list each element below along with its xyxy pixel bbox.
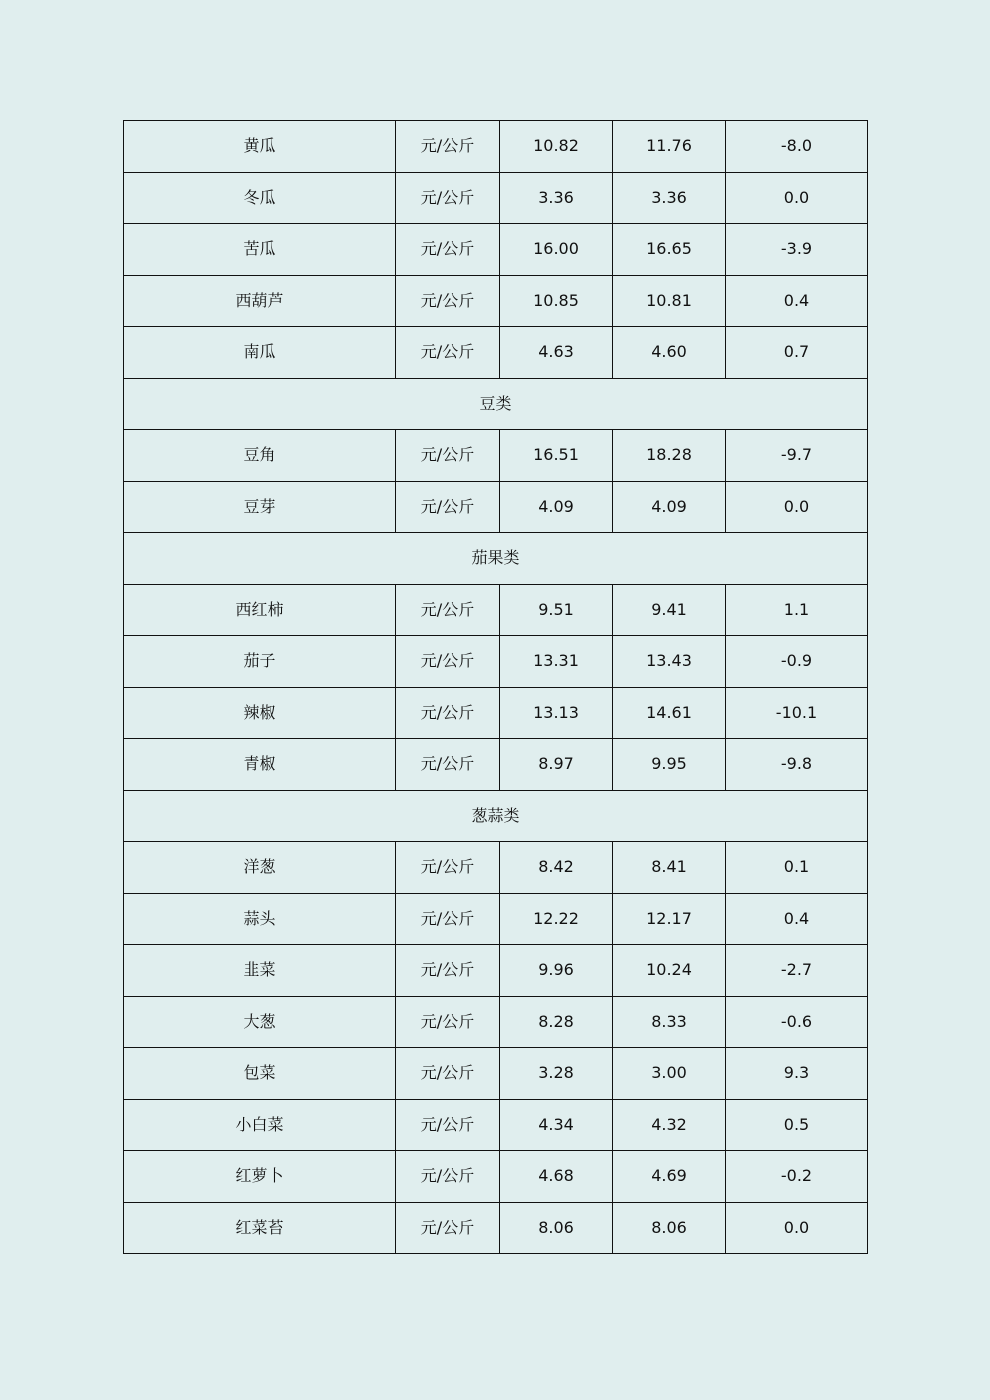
current-price-cell: 8.28 [500,996,613,1048]
table-row [124,121,868,173]
change-percent-cell: 1.1 [726,584,868,636]
previous-price-cell: 8.41 [613,842,726,894]
item-name-cell: 青椒 [124,739,396,791]
unit-cell: 元/公斤 [396,687,500,739]
table-row [124,275,868,327]
change-percent-cell: 0.1 [726,842,868,894]
current-price-cell: 4.34 [500,1099,613,1151]
table-row [124,636,868,688]
current-price-cell: 4.68 [500,1151,613,1203]
item-name-cell: 包菜 [124,1048,396,1100]
change-percent-cell: -0.6 [726,996,868,1048]
unit-cell: 元/公斤 [396,1151,500,1203]
unit-cell: 元/公斤 [396,636,500,688]
change-percent-cell: -0.2 [726,1151,868,1203]
current-price-cell: 13.13 [500,687,613,739]
change-percent-cell: -9.7 [726,430,868,482]
current-price-cell: 10.82 [500,121,613,173]
table-row [124,945,868,997]
table-row [124,842,868,894]
change-percent-cell: -8.0 [726,121,868,173]
change-percent-cell: 0.7 [726,327,868,379]
current-price-cell: 9.51 [500,584,613,636]
current-price-cell: 8.97 [500,739,613,791]
table-row [124,1151,868,1203]
change-percent-cell: -3.9 [726,224,868,276]
change-percent-cell: 0.5 [726,1099,868,1151]
item-name-cell: 蒜头 [124,893,396,945]
change-percent-cell: 9.3 [726,1048,868,1100]
table-row [124,481,868,533]
table-row [124,327,868,379]
item-name-cell: 韭菜 [124,945,396,997]
table-row [124,1202,868,1254]
table-row [124,739,868,791]
unit-cell: 元/公斤 [396,1099,500,1151]
current-price-cell: 8.42 [500,842,613,894]
previous-price-cell: 14.61 [613,687,726,739]
table-row [124,996,868,1048]
item-name-cell: 洋葱 [124,842,396,894]
previous-price-cell: 9.95 [613,739,726,791]
table-row [124,584,868,636]
previous-price-cell: 16.65 [613,224,726,276]
change-percent-cell: -0.9 [726,636,868,688]
change-percent-cell: -10.1 [726,687,868,739]
previous-price-cell: 12.17 [613,893,726,945]
current-price-cell: 3.36 [500,172,613,224]
item-name-cell: 茄子 [124,636,396,688]
unit-cell: 元/公斤 [396,1202,500,1254]
current-price-cell: 10.85 [500,275,613,327]
change-percent-cell: 0.4 [726,275,868,327]
current-price-cell: 4.63 [500,327,613,379]
table-row [124,893,868,945]
current-price-cell: 13.31 [500,636,613,688]
unit-cell: 元/公斤 [396,224,500,276]
previous-price-cell: 10.81 [613,275,726,327]
change-percent-cell: -2.7 [726,945,868,997]
previous-price-cell: 4.32 [613,1099,726,1151]
change-percent-cell: 0.0 [726,1202,868,1254]
category-row [124,533,868,585]
table-row [124,687,868,739]
current-price-cell: 12.22 [500,893,613,945]
current-price-cell: 16.51 [500,430,613,482]
unit-cell: 元/公斤 [396,996,500,1048]
previous-price-cell: 4.60 [613,327,726,379]
current-price-cell: 3.28 [500,1048,613,1100]
previous-price-cell: 4.09 [613,481,726,533]
vegetable-price-table [123,120,868,1254]
item-name-cell: 苦瓜 [124,224,396,276]
unit-cell: 元/公斤 [396,172,500,224]
item-name-cell: 小白菜 [124,1099,396,1151]
category-row [124,378,868,430]
table-row [124,1099,868,1151]
unit-cell: 元/公斤 [396,275,500,327]
category-row [124,790,868,842]
table-row [124,430,868,482]
current-price-cell: 8.06 [500,1202,613,1254]
item-name-cell: 南瓜 [124,327,396,379]
previous-price-cell: 4.69 [613,1151,726,1203]
item-name-cell: 豆芽 [124,481,396,533]
item-name-cell: 冬瓜 [124,172,396,224]
previous-price-cell: 3.36 [613,172,726,224]
previous-price-cell: 3.00 [613,1048,726,1100]
table-row [124,172,868,224]
change-percent-cell: -9.8 [726,739,868,791]
category-label: 葱蒜类 [124,790,868,842]
item-name-cell: 黄瓜 [124,121,396,173]
change-percent-cell: 0.4 [726,893,868,945]
change-percent-cell: 0.0 [726,172,868,224]
item-name-cell: 红萝卜 [124,1151,396,1203]
previous-price-cell: 13.43 [613,636,726,688]
unit-cell: 元/公斤 [396,584,500,636]
current-price-cell: 9.96 [500,945,613,997]
item-name-cell: 西葫芦 [124,275,396,327]
unit-cell: 元/公斤 [396,1048,500,1100]
previous-price-cell: 8.33 [613,996,726,1048]
change-percent-cell: 0.0 [726,481,868,533]
unit-cell: 元/公斤 [396,121,500,173]
previous-price-cell: 8.06 [613,1202,726,1254]
current-price-cell: 4.09 [500,481,613,533]
unit-cell: 元/公斤 [396,842,500,894]
item-name-cell: 豆角 [124,430,396,482]
unit-cell: 元/公斤 [396,430,500,482]
table-body [124,121,868,1254]
previous-price-cell: 10.24 [613,945,726,997]
unit-cell: 元/公斤 [396,481,500,533]
previous-price-cell: 9.41 [613,584,726,636]
item-name-cell: 红菜苔 [124,1202,396,1254]
item-name-cell: 大葱 [124,996,396,1048]
previous-price-cell: 11.76 [613,121,726,173]
table-row [124,1048,868,1100]
category-label: 茄果类 [124,533,868,585]
unit-cell: 元/公斤 [396,893,500,945]
unit-cell: 元/公斤 [396,327,500,379]
current-price-cell: 16.00 [500,224,613,276]
item-name-cell: 辣椒 [124,687,396,739]
unit-cell: 元/公斤 [396,945,500,997]
table-row [124,224,868,276]
previous-price-cell: 18.28 [613,430,726,482]
item-name-cell: 西红柿 [124,584,396,636]
unit-cell: 元/公斤 [396,739,500,791]
category-label: 豆类 [124,378,868,430]
